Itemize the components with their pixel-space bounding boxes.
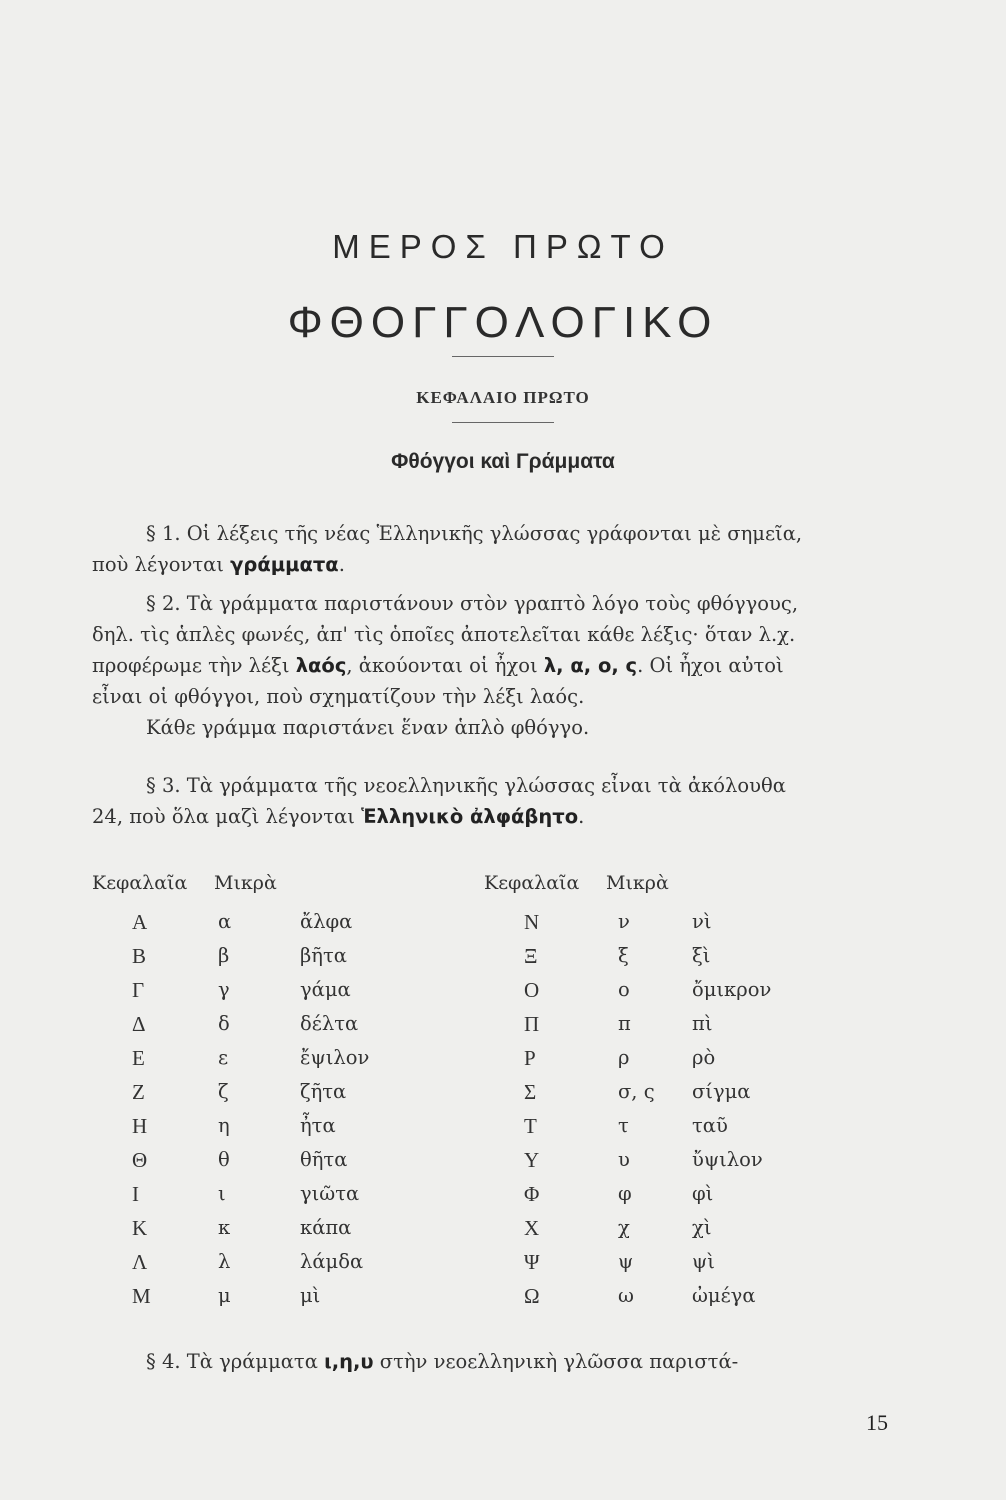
letter-name: ταῦ: [692, 1114, 728, 1137]
letter-capital: Χ: [524, 1216, 540, 1240]
letter-capital: Μ: [132, 1284, 151, 1308]
letter-small: ζ: [218, 1080, 229, 1103]
letter-small: π: [618, 1012, 631, 1035]
letter-small: η: [218, 1114, 230, 1137]
letter-name: γιῶτα: [300, 1182, 360, 1205]
letter-capital: Λ: [132, 1250, 148, 1274]
paragraph-line: 24, ποὺ ὅλα μαζὶ λέγονται Ἑλληνικὸ ἀλφάβητο.: [92, 805, 585, 828]
letter-small: θ: [218, 1148, 230, 1171]
paragraph-line: § 3. Τὰ γράμματα τῆς νεοελληνικῆς γλώσσας εἶναι τὰ ἀκόλουθα: [146, 774, 786, 797]
letter-name: ὄμικρον: [692, 978, 772, 1001]
paragraph-line: προφέρωμε τὴν λέξι λαός, ἀκούονται οἱ ἦχοι λ, α, ο, ς. Οἱ ἦχοι αὐτοὶ: [92, 654, 784, 677]
letter-name: ὠμέγα: [692, 1284, 756, 1307]
letter-small: γ: [218, 978, 230, 1001]
letter-name: ζῆτα: [300, 1080, 347, 1103]
letter-capital: Π: [524, 1012, 540, 1036]
letter-small: ο: [618, 978, 630, 1001]
paragraph-line: εἶναι οἱ φθόγγοι, ποὺ σχηματίζουν τὴν λέξι λαός.: [92, 685, 585, 708]
paragraph-4: [92, 1346, 892, 1377]
letter-small: φ: [618, 1182, 632, 1205]
letter-capital: Τ: [524, 1114, 537, 1138]
letter-small: ρ: [618, 1046, 630, 1069]
letter-name: σίγμα: [692, 1080, 751, 1103]
paragraph-line: Κάθε γράμμα παριστάνει ἕναν ἁπλὸ φθόγγο.: [146, 716, 590, 739]
letter-capital: Ζ: [132, 1080, 145, 1104]
paragraph-line: ποὺ λέγονται γράμματα.: [92, 553, 345, 576]
letter-capital: Ξ: [524, 944, 538, 968]
letter-small: κ: [218, 1216, 231, 1239]
letter-name: θῆτα: [300, 1148, 348, 1171]
chapter-title: ΚΕΦΑΛΑΙΟ ΠΡΩΤΟ: [416, 388, 590, 407]
header-capitals: Κεφαλαῖα: [92, 872, 188, 894]
letter-small: ψ: [618, 1250, 634, 1273]
letter-small: ι: [218, 1182, 226, 1205]
paragraph-1: [92, 518, 892, 580]
divider-rule: [452, 422, 554, 423]
letter-name: νὶ: [692, 910, 712, 933]
keyword-sounds: λ, α, ο, ς: [543, 654, 638, 677]
letter-small: ε: [218, 1046, 229, 1069]
letter-small: ω: [618, 1284, 634, 1307]
keyword-alphabet: Ἑλληνικὸ ἀλφάβητο: [361, 805, 579, 828]
keyword-letters: ι,η,υ: [324, 1350, 374, 1373]
header-small: Μικρὰ: [606, 872, 669, 894]
letter-name: ξὶ: [692, 944, 711, 967]
letter-small: σ, ς: [618, 1080, 655, 1103]
paragraph-line: § 2. Τὰ γράμματα παριστάνουν στὸν γραπτὸ λόγο τοὺς φθόγγους,: [146, 592, 799, 615]
part-title: ΜΕΡΟΣ ΠΡΩΤΟ: [332, 228, 674, 265]
letter-small: μ: [218, 1284, 231, 1307]
letter-name: ἄλφα: [300, 910, 353, 933]
letter-capital: Δ: [132, 1012, 146, 1036]
letter-name: ἦτα: [300, 1114, 336, 1137]
letter-small: ν: [618, 910, 630, 933]
paragraph-3: [92, 770, 892, 832]
letter-capital: Κ: [132, 1216, 148, 1240]
letter-name: γάμα: [300, 978, 351, 1001]
letter-capital: Φ: [524, 1182, 540, 1206]
letter-small: β: [218, 944, 230, 967]
letter-capital: Α: [132, 910, 148, 934]
letter-capital: Γ: [132, 978, 145, 1002]
letter-name: πὶ: [692, 1012, 713, 1035]
letter-capital: Ω: [524, 1284, 540, 1308]
letter-capital: Β: [132, 944, 147, 968]
letter-small: δ: [218, 1012, 230, 1035]
paragraph-line: § 4. Τὰ γράμματα ι,η,υ στὴν νεοελληνικὴ γλῶσσα παριστά-: [146, 1350, 739, 1373]
paragraph-2: [92, 588, 892, 743]
letter-capital: Ι: [132, 1182, 139, 1206]
letter-name: ἔψιλον: [300, 1046, 370, 1069]
letter-capital: Ε: [132, 1046, 145, 1070]
letter-capital: Ψ: [524, 1250, 540, 1274]
part-subtitle: ΦΘΟΓΓΟΛΟΓΙΚΟ: [287, 298, 719, 347]
letter-capital: Ν: [524, 910, 540, 934]
letter-small: χ: [618, 1216, 630, 1239]
paragraph-line: § 1. Οἱ λέξεις τῆς νέας Ἑλληνικῆς γλώσσας γράφονται μὲ σημεῖα,: [146, 522, 803, 545]
header-small: Μικρὰ: [214, 872, 277, 894]
letter-small: α: [218, 910, 232, 933]
page-number: 15: [866, 1410, 888, 1435]
letter-small: λ: [218, 1250, 231, 1273]
letter-name: λάμδα: [300, 1250, 364, 1273]
letter-small: υ: [618, 1148, 630, 1171]
letter-capital: Ο: [524, 978, 540, 1002]
letter-capital: Σ: [524, 1080, 537, 1104]
letter-capital: Θ: [132, 1148, 148, 1172]
letter-name: φὶ: [692, 1182, 714, 1205]
paragraph-line: δηλ. τὶς ἁπλὲς φωνές, ἀπ' τὶς ὁποῖες ἀποτελεῖται κάθε λέξις· ὅταν λ.χ.: [92, 623, 796, 646]
letter-name: βῆτα: [300, 944, 347, 967]
letter-capital: Ρ: [524, 1046, 536, 1070]
letter-capital: Υ: [524, 1148, 540, 1172]
section-heading: Φθόγγοι καὶ Γράμματα: [391, 450, 615, 473]
keyword-laos: λαός: [295, 654, 347, 677]
letter-name: ὔψιλον: [692, 1148, 763, 1171]
header-capitals: Κεφαλαῖα: [484, 872, 580, 894]
letter-capital: Η: [132, 1114, 148, 1138]
letter-name: ψὶ: [692, 1250, 715, 1273]
letter-name: χὶ: [692, 1216, 712, 1239]
letter-small: ξ: [618, 944, 629, 967]
letter-name: μὶ: [300, 1284, 321, 1307]
divider-rule: [452, 356, 554, 357]
letter-small: τ: [618, 1114, 629, 1137]
letter-name: δέλτα: [300, 1012, 359, 1035]
letter-name: κάπα: [300, 1216, 352, 1239]
keyword-grammata: γράμματα: [230, 553, 339, 576]
letter-name: ρὸ: [692, 1046, 716, 1069]
